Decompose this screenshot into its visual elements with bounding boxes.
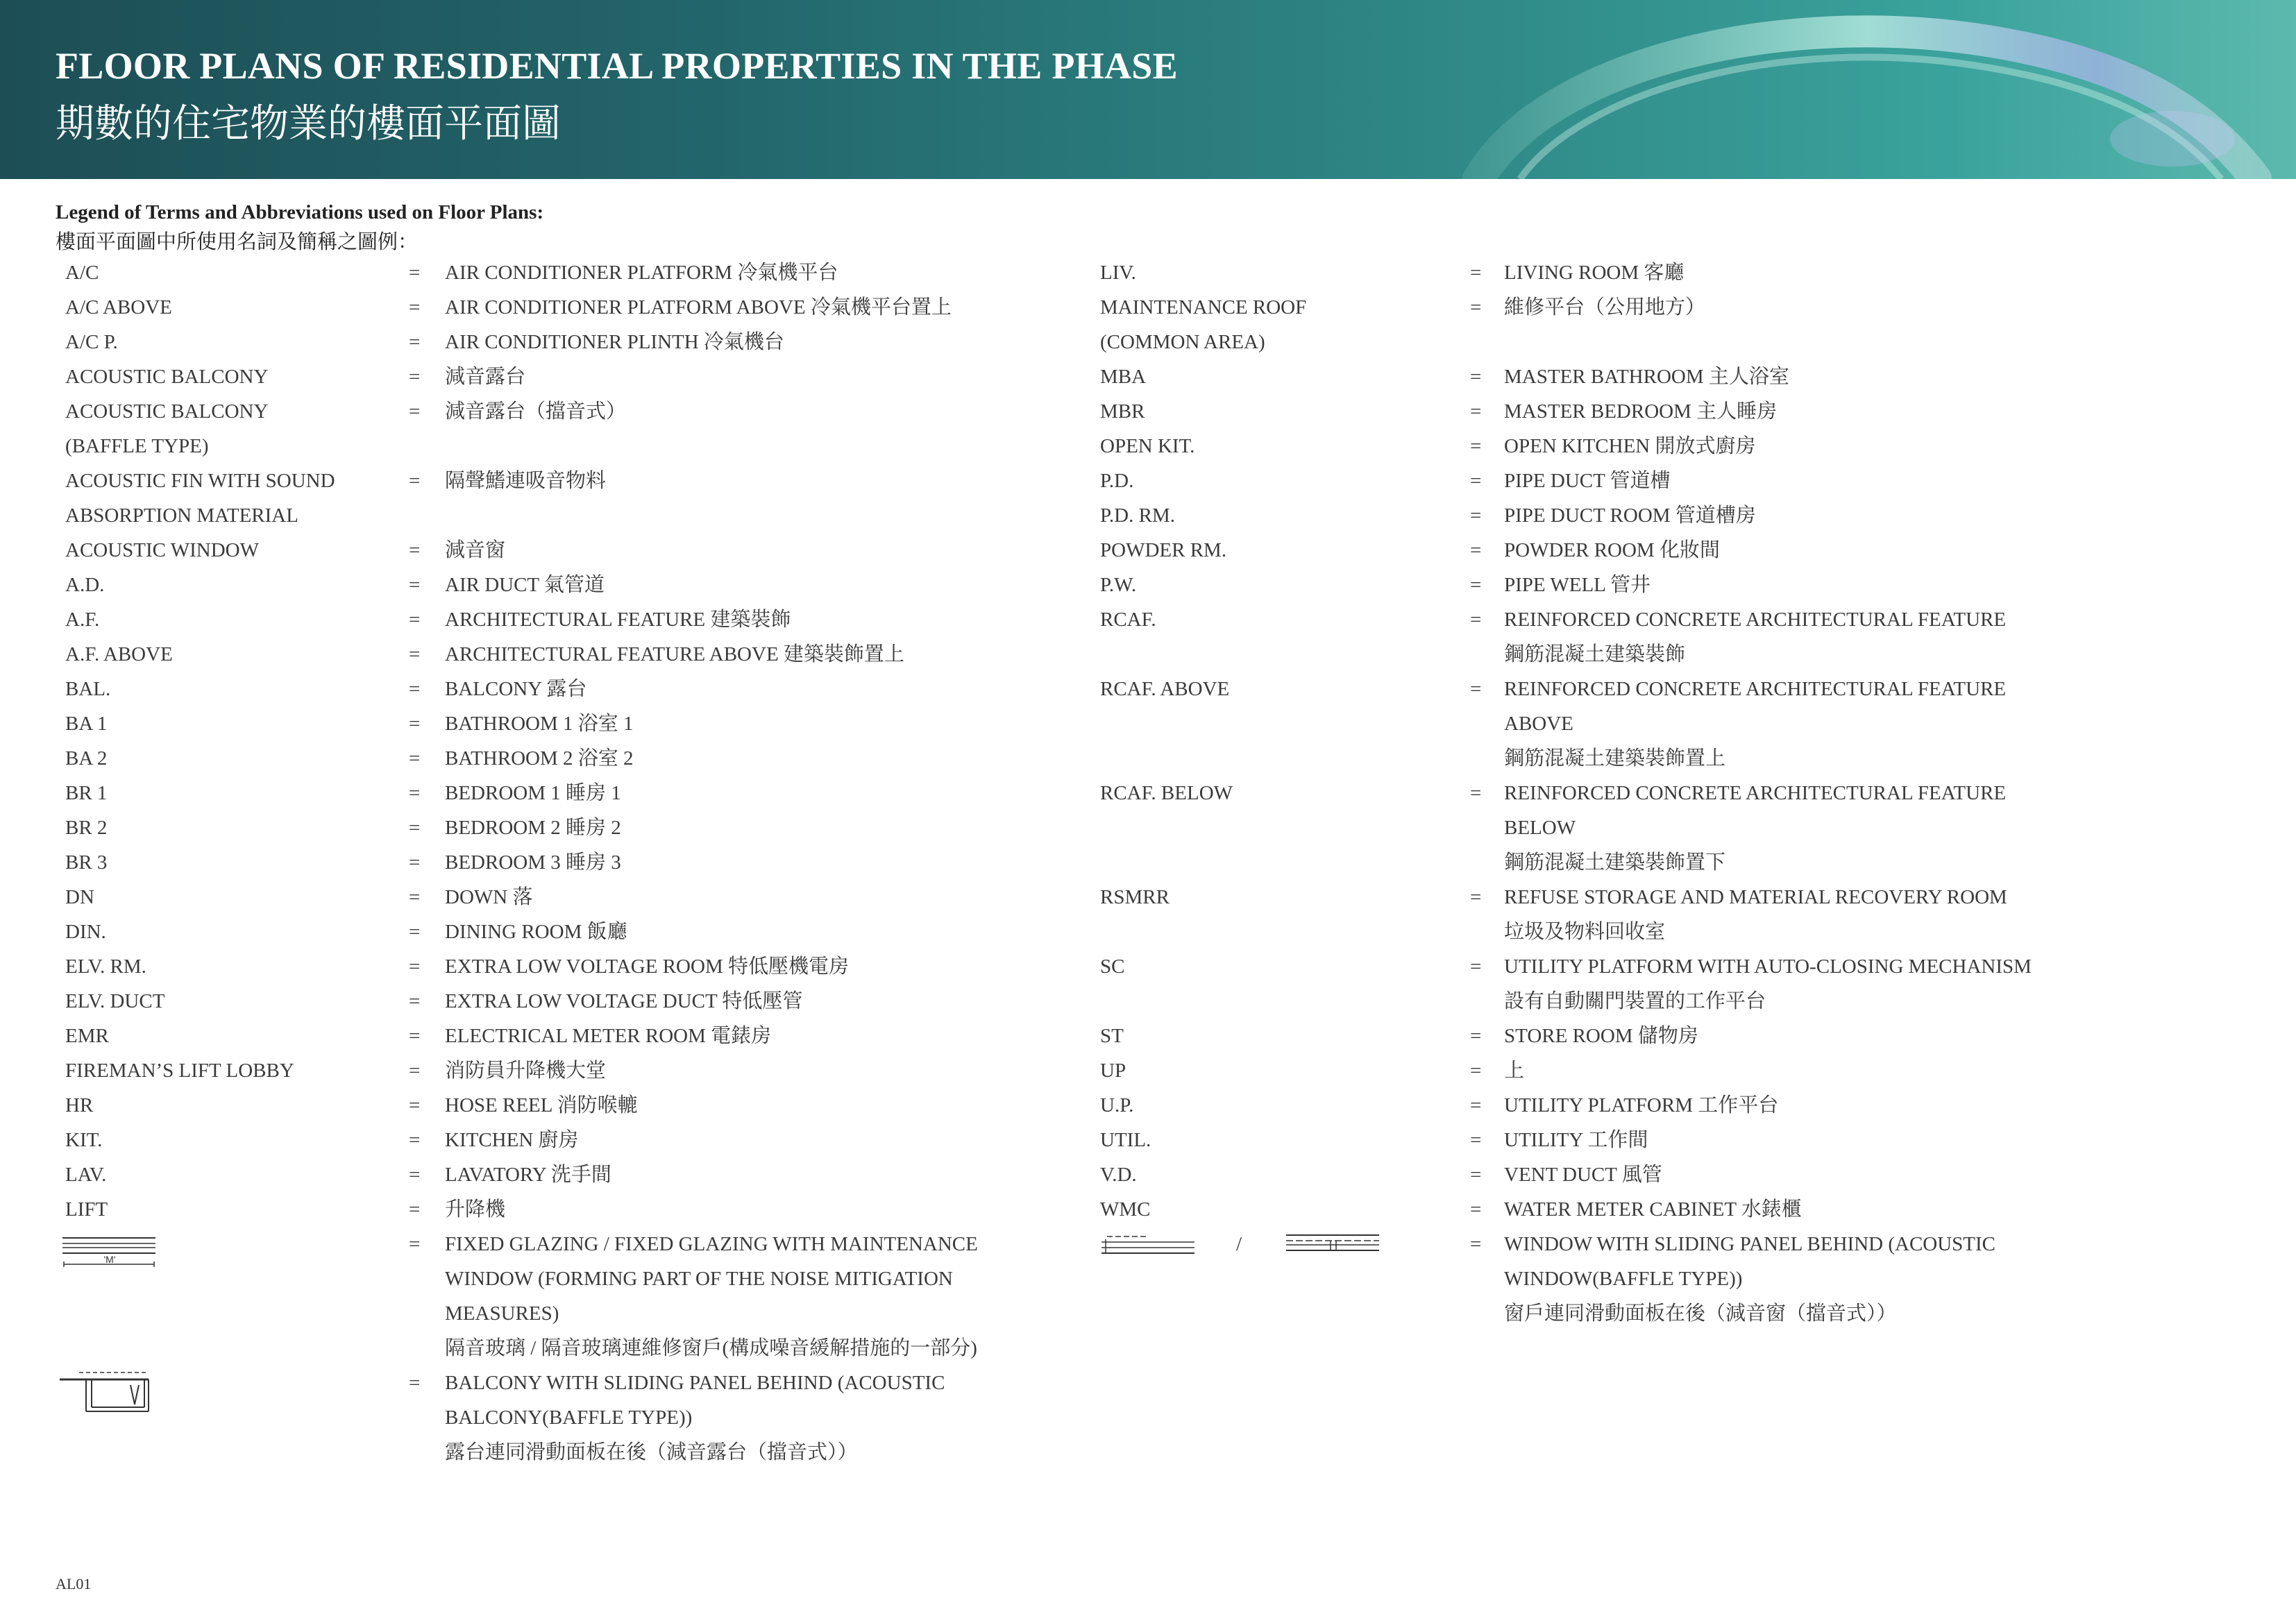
legend-definition: UTILITY 工作間 (1504, 1129, 1648, 1151)
legend-definition: ABOVE (1504, 713, 1573, 735)
legend-definition: BEDROOM 1 睡房 1 (445, 782, 621, 804)
page-code: AL01 (56, 1575, 92, 1592)
equals-sign: = (1470, 574, 1482, 596)
legend-definition: BALCONY 露台 (445, 678, 587, 700)
legend-term: A.D. (65, 574, 105, 596)
equals-sign: = (1470, 1060, 1482, 1082)
legend-term-continued: (BAFFLE TYPE) (65, 435, 209, 457)
legend-definition: PIPE DUCT 管道槽 (1504, 470, 1671, 492)
legend-term: A.F. ABOVE (65, 643, 173, 665)
equals-sign: = (409, 1060, 421, 1082)
legend-definition: STORE ROOM 儲物房 (1504, 1025, 1698, 1047)
equals-sign: = (409, 609, 421, 631)
legend-definition: PIPE WELL 管井 (1504, 574, 1651, 596)
legend-definition: BALCONY WITH SLIDING PANEL BEHIND (ACOUSTIC (445, 1372, 945, 1394)
legend-definition: BALCONY(BAFFLE TYPE)) (445, 1407, 693, 1429)
equals-sign: = (1470, 678, 1482, 700)
legend-definition: DOWN 落 (445, 886, 533, 908)
equals-sign: = (1470, 886, 1482, 908)
fixed-glazing-symbol-icon (61, 1234, 158, 1268)
equals-sign: = (409, 990, 421, 1012)
legend-term: DIN. (65, 921, 106, 943)
legend-term: ST (1100, 1025, 1124, 1047)
legend-term: MAINTENANCE ROOF (1100, 296, 1307, 318)
equals-sign: = (1470, 955, 1482, 978)
legend-definition: 鋼筋混凝土建築裝飾置上 (1504, 747, 1726, 770)
legend-definition: 上 (1504, 1060, 1525, 1082)
legend-definition: 維修平台（公用地方） (1504, 296, 1706, 318)
legend-definition: EXTRA LOW VOLTAGE DUCT 特低壓管 (445, 990, 803, 1012)
legend-definition: AIR DUCT 氣管道 (445, 574, 605, 596)
equals-sign: = (409, 331, 421, 353)
legend-definition: UTILITY PLATFORM WITH AUTO-CLOSING MECHANISM (1504, 955, 2032, 978)
equals-sign: = (1470, 296, 1482, 318)
equals-sign: = (409, 574, 421, 596)
legend-term: BA 2 (65, 747, 108, 770)
legend-definition: 設有自動關門裝置的工作平台 (1504, 990, 1766, 1012)
legend-term: BA 1 (65, 713, 108, 735)
equals-sign: = (409, 1094, 421, 1116)
legend-term: RCAF. ABOVE (1100, 678, 1230, 700)
legend-term: A.F. (65, 609, 100, 631)
page-title-english: FLOOR PLANS OF RESIDENTIAL PROPERTIES IN THE PHASE (56, 45, 1178, 87)
equals-sign: = (1470, 782, 1482, 804)
legend-term: ELV. RM. (65, 955, 146, 978)
equals-sign: = (409, 366, 421, 388)
legend-definition: DINING ROOM 飯廳 (445, 921, 627, 943)
legend-term: P.D. (1100, 470, 1134, 492)
legend-definition: WINDOW WITH SLIDING PANEL BEHIND (ACOUSTIC (1504, 1233, 1996, 1255)
legend-term: ELV. DUCT (65, 990, 165, 1012)
equals-sign: = (409, 400, 421, 423)
equals-sign: = (409, 1198, 421, 1221)
symbol-label: 'M' (103, 1254, 116, 1265)
legend-definition: WINDOW(BAFFLE TYPE)) (1504, 1268, 1743, 1290)
equals-sign: = (409, 470, 421, 492)
legend-definition: 升降機 (445, 1198, 506, 1221)
legend-heading-chinese: 樓面平面圖中所使用名詞及簡稱之圖例： (56, 230, 419, 253)
equals-sign: = (1470, 366, 1482, 388)
equals-sign: = (1470, 262, 1482, 284)
equals-sign: = (409, 1372, 421, 1394)
legend-definition: 隔音玻璃 / 隔音玻璃連維修窗戶(構成噪音緩解措施的一部分) (445, 1337, 977, 1359)
balcony-sliding-panel-symbol-icon (58, 1367, 155, 1416)
legend-definition: VENT DUCT 風管 (1504, 1164, 1662, 1186)
legend-definition: OPEN KITCHEN 開放式廚房 (1504, 435, 1756, 457)
legend-definition: BATHROOM 1 浴室 1 (445, 713, 634, 735)
equals-sign: = (409, 1164, 421, 1186)
legend-definition: MASTER BATHROOM 主人浴室 (1504, 366, 1789, 388)
legend-definition: ARCHITECTURAL FEATURE 建築裝飾 (445, 609, 791, 631)
legend-term: A/C P. (65, 331, 118, 353)
equals-sign: = (409, 921, 421, 943)
legend-definition: BELOW (1504, 817, 1576, 839)
legend-term-continued: (COMMON AREA) (1100, 331, 1265, 353)
legend-definition: KITCHEN 廚房 (445, 1129, 579, 1151)
legend-definition: 露台連同滑動面板在後（減音露台（擋音式）） (445, 1441, 858, 1463)
legend-definition: WINDOW (FORMING PART OF THE NOISE MITIGATION (445, 1268, 953, 1290)
equals-sign: = (1470, 470, 1482, 492)
legend-definition: LAVATORY 洗手間 (445, 1164, 611, 1186)
legend-term: UTIL. (1100, 1129, 1151, 1151)
legend-definition: AIR CONDITIONER PLATFORM ABOVE 冷氣機平台置上 (445, 296, 952, 318)
legend-term: LIFT (65, 1198, 108, 1221)
legend-term: P.D. RM. (1100, 504, 1175, 527)
legend-definition: WATER METER CABINET 水錶櫃 (1504, 1198, 1802, 1221)
window-sliding-panel-symbol-icon (1100, 1232, 1197, 1260)
legend-definition: AIR CONDITIONER PLATFORM 冷氣機平台 (445, 262, 838, 284)
legend-term: V.D. (1100, 1164, 1137, 1186)
equals-sign: = (1470, 1198, 1482, 1221)
equals-sign: = (1470, 609, 1482, 631)
legend-term: BR 2 (65, 817, 108, 839)
legend-definition: 垃圾及物料回收室 (1504, 921, 1666, 943)
equals-sign: = (409, 747, 421, 770)
header-banner (0, 0, 2296, 179)
legend-definition: HOSE REEL 消防喉轆 (445, 1094, 638, 1116)
legend-term: BR 3 (65, 851, 108, 874)
legend-definition: BATHROOM 2 浴室 2 (445, 747, 634, 770)
legend-term: ACOUSTIC FIN WITH SOUND (65, 470, 335, 492)
equals-sign: = (1470, 504, 1482, 527)
equals-sign: = (409, 262, 421, 284)
legend-definition: AIR CONDITIONER PLINTH 冷氣機台 (445, 331, 784, 353)
equals-sign: = (1470, 539, 1482, 561)
legend-term: RCAF. (1100, 609, 1156, 631)
legend-definition: BEDROOM 2 睡房 2 (445, 817, 621, 839)
legend-term: HR (65, 1094, 94, 1116)
legend-term: FIREMAN’S LIFT LOBBY (65, 1060, 294, 1082)
legend-term: OPEN KIT. (1100, 435, 1195, 457)
legend-term: ACOUSTIC WINDOW (65, 539, 259, 561)
equals-sign: = (1470, 1094, 1482, 1116)
legend-definition: EXTRA LOW VOLTAGE ROOM 特低壓機電房 (445, 955, 849, 978)
legend-term: RCAF. BELOW (1100, 782, 1233, 804)
legend-definition: REINFORCED CONCRETE ARCHITECTURAL FEATURE (1504, 609, 2007, 631)
legend-term: U.P. (1100, 1094, 1134, 1116)
legend-definition: 減音窗 (445, 539, 506, 561)
legend-term: MBA (1100, 366, 1147, 388)
legend-term: POWDER RM. (1100, 539, 1227, 561)
equals-sign: = (409, 713, 421, 735)
legend-definition: 減音露台 (445, 366, 526, 388)
equals-sign: = (1470, 435, 1482, 457)
legend-definition: REINFORCED CONCRETE ARCHITECTURAL FEATURE (1504, 782, 2007, 804)
window-sliding-panel-alt-symbol-icon (1285, 1231, 1382, 1259)
glass-ribbon-decoration (1423, 0, 2296, 179)
legend-definition: POWDER ROOM 化妝間 (1504, 539, 1720, 561)
legend-definition: 減音露台（擋音式） (445, 400, 627, 423)
equals-sign: = (1470, 400, 1482, 423)
legend-definition: REINFORCED CONCRETE ARCHITECTURAL FEATURE (1504, 678, 2007, 700)
equals-sign: = (1470, 1129, 1482, 1151)
legend-definition: FIXED GLAZING / FIXED GLAZING WITH MAINTENANCE (445, 1233, 978, 1255)
equals-sign: = (1470, 1233, 1482, 1255)
legend-term: ACOUSTIC BALCONY (65, 400, 269, 423)
legend-definition: REFUSE STORAGE AND MATERIAL RECOVERY ROOM (1504, 886, 2007, 908)
legend-term: RSMRR (1100, 886, 1170, 908)
legend-term: KIT. (65, 1129, 103, 1151)
legend-definition: BEDROOM 3 睡房 3 (445, 851, 621, 874)
legend-heading-english: Legend of Terms and Abbreviations used on Floor Plans: (56, 201, 544, 223)
legend-term: BAL. (65, 678, 111, 700)
legend-definition: ARCHITECTURAL FEATURE ABOVE 建築裝飾置上 (445, 643, 904, 665)
legend-term: WMC (1100, 1198, 1151, 1221)
legend-definition: 鋼筋混凝土建築裝飾置下 (1504, 851, 1726, 874)
legend-definition: UTILITY PLATFORM 工作平台 (1504, 1094, 1779, 1116)
equals-sign: = (409, 296, 421, 318)
page-title-chinese: 期數的住宅物業的樓面平面圖 (56, 101, 561, 146)
legend-definition: 消防員升降機大堂 (445, 1060, 607, 1082)
legend-definition: PIPE DUCT ROOM 管道槽房 (1504, 504, 1756, 527)
legend-term: LIV. (1100, 262, 1136, 284)
legend-definition: 鋼筋混凝土建築裝飾 (1504, 643, 1686, 665)
legend-definition: MASTER BEDROOM 主人睡房 (1504, 400, 1778, 423)
legend-term: DN (65, 886, 94, 908)
equals-sign: = (409, 955, 421, 978)
equals-sign: = (409, 886, 421, 908)
legend-term-continued: ABSORPTION MATERIAL (65, 504, 298, 527)
legend-definition: MEASURES) (445, 1302, 559, 1325)
legend-term: SC (1100, 955, 1125, 978)
legend-definition: LIVING ROOM 客廳 (1504, 262, 1685, 284)
equals-sign: = (409, 851, 421, 874)
equals-sign: = (409, 643, 421, 665)
symbol-separator: / (1236, 1233, 1242, 1255)
equals-sign: = (1470, 1025, 1482, 1047)
equals-sign: = (1470, 1164, 1482, 1186)
equals-sign: = (409, 1233, 421, 1255)
equals-sign: = (409, 1129, 421, 1151)
legend-definition: 窗戶連同滑動面板在後（減音窗（擋音式）） (1504, 1302, 1897, 1325)
equals-sign: = (409, 782, 421, 804)
legend-term: LAV. (65, 1164, 107, 1186)
legend-term: A/C (65, 262, 99, 284)
legend-definition: 隔聲鰭連吸音物料 (445, 470, 607, 492)
legend-term: P.W. (1100, 574, 1137, 596)
legend-term: MBR (1100, 400, 1145, 423)
legend-term: A/C ABOVE (65, 296, 172, 318)
legend-term: ACOUSTIC BALCONY (65, 366, 269, 388)
equals-sign: = (409, 817, 421, 839)
equals-sign: = (409, 678, 421, 700)
legend-term: BR 1 (65, 782, 108, 804)
legend-definition: ELECTRICAL METER ROOM 電錶房 (445, 1025, 772, 1047)
equals-sign: = (409, 1025, 421, 1047)
legend-term: UP (1100, 1060, 1126, 1082)
equals-sign: = (409, 539, 421, 561)
legend-term: EMR (65, 1025, 109, 1047)
